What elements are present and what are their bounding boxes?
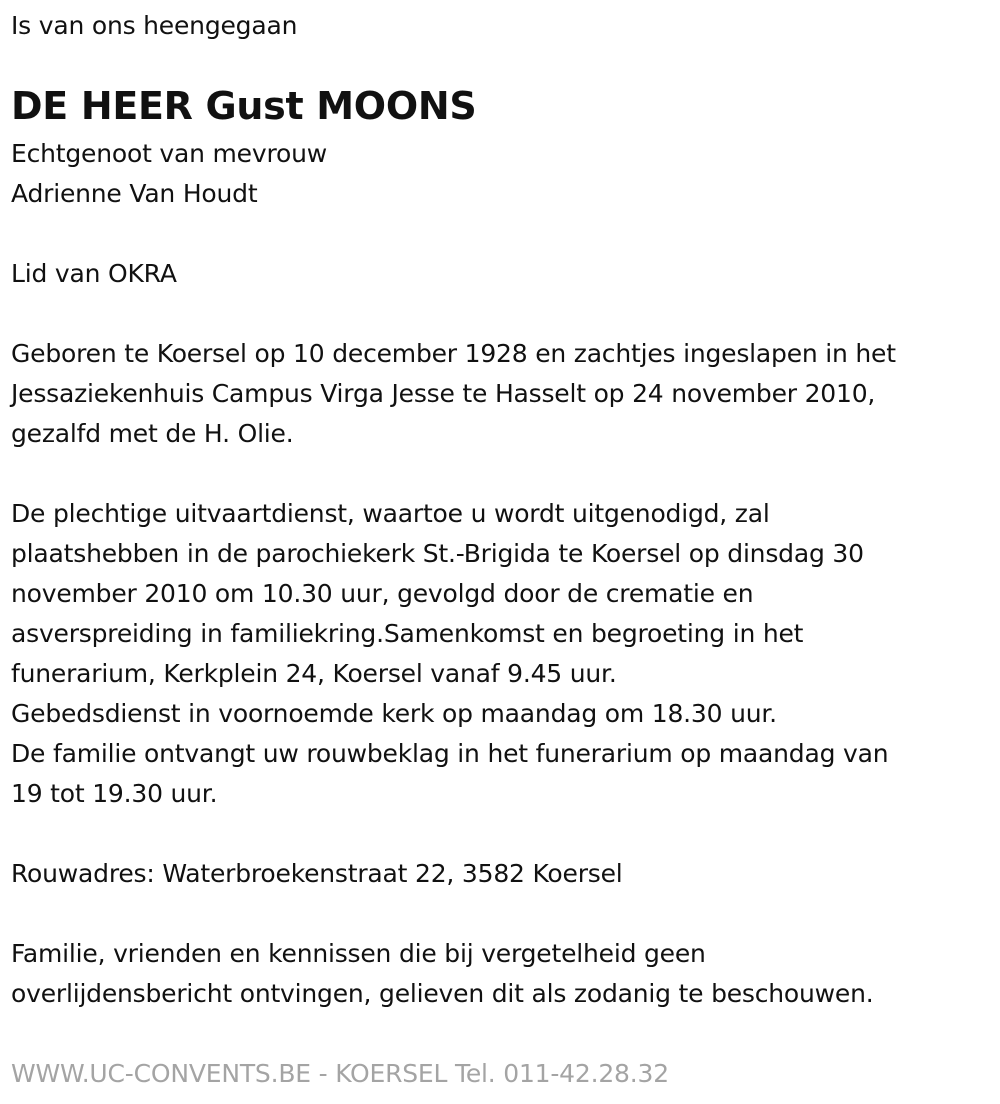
footer-contact: WWW.UC-CONVENTS.BE - KOERSEL Tel. 011-42.28.32 xyxy=(11,1059,669,1088)
family-note-paragraph xyxy=(11,934,874,1014)
membership-block xyxy=(11,254,177,294)
paragraph-line: plaatshebben in de parochiekerk St.-Brigida te Koersel op dinsdag 30 xyxy=(11,539,864,568)
spouse-line: Adrienne Van Houdt xyxy=(11,179,258,208)
membership-text: Lid van OKRA xyxy=(11,259,177,288)
intro-text: Is van ons heengegaan xyxy=(11,11,298,40)
paragraph-line: Familie, vrienden en kennissen die bij vergetelheid geen xyxy=(11,939,706,968)
paragraph-line: 19 tot 19.30 uur. xyxy=(11,779,218,808)
paragraph-line: asverspreiding in familiekring.Samenkomst en begroeting in het xyxy=(11,619,804,648)
paragraph-line: Geboren te Koersel op 10 december 1928 en zachtjes ingeslapen in het xyxy=(11,339,896,368)
paragraph-line: De plechtige uitvaartdienst, waartoe u wordt uitgenodigd, zal xyxy=(11,499,770,528)
mourning-address-block xyxy=(11,854,623,894)
deceased-name: DE HEER Gust MOONS xyxy=(11,84,477,128)
paragraph-line: november 2010 om 10.30 uur, gevolgd door de crematie en xyxy=(11,579,754,608)
paragraph-line: overlijdensbericht ontvingen, gelieven dit als zodanig te beschouwen. xyxy=(11,979,874,1008)
paragraph-line: Jessaziekenhuis Campus Virga Jesse te Hasselt op 24 november 2010, xyxy=(11,379,876,408)
paragraph-line: De familie ontvangt uw rouwbeklag in het funerarium op maandag van xyxy=(11,739,889,768)
paragraph-line: funerarium, Kerkplein 24, Koersel vanaf 9.45 uur. xyxy=(11,659,617,688)
spouse-block xyxy=(11,134,327,214)
spouse-line: Echtgenoot van mevrouw xyxy=(11,139,327,168)
mourning-address: Rouwadres: Waterbroekenstraat 22, 3582 Koersel xyxy=(11,859,623,888)
funeral-service-paragraph xyxy=(11,494,888,814)
paragraph-line: Gebedsdienst in voornoemde kerk op maandag om 18.30 uur. xyxy=(11,699,777,728)
birth-death-paragraph xyxy=(11,334,896,454)
paragraph-line: gezalfd met de H. Olie. xyxy=(11,419,294,448)
